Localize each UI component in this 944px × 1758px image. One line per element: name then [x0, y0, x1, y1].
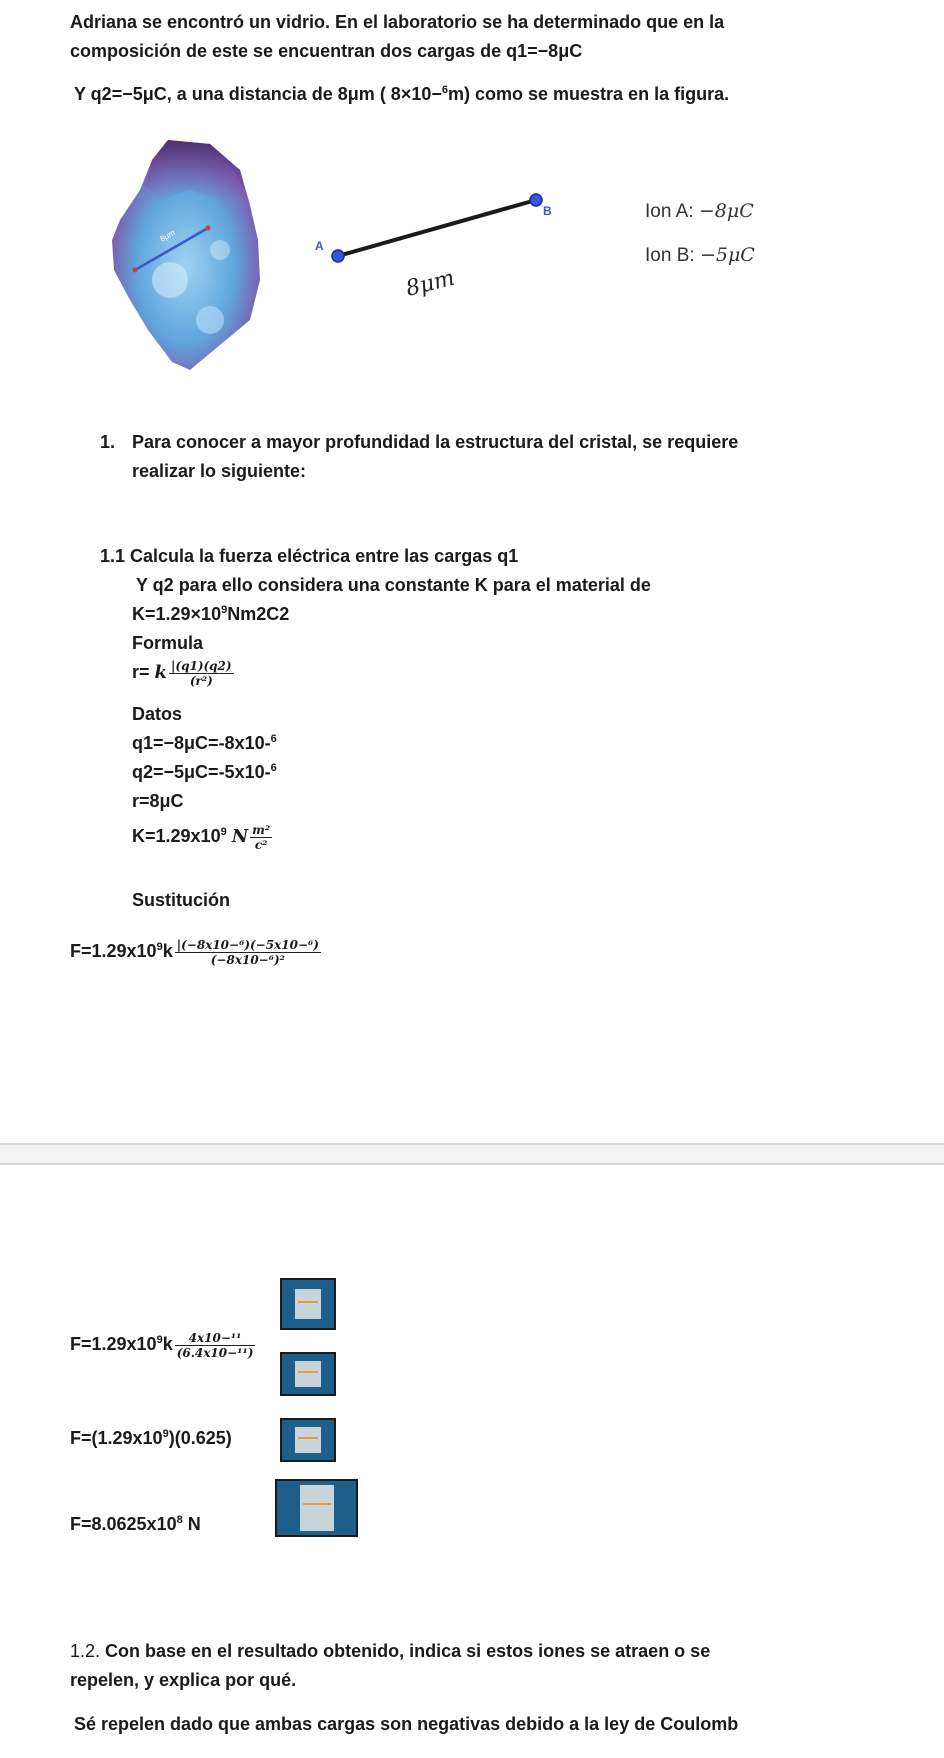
distance-label: 8μm: [403, 265, 458, 302]
formula: r= k $\frac{|(q1)(q2)}{\text{(r²)}}$: [132, 658, 232, 688]
rock-distance-label: 8μm: [158, 228, 177, 244]
datos-k: $K=1.29x10^9$ N $\frac{\text{m²}}{\text{c²}}$: [132, 822, 271, 852]
result-2: $F=(1.29x10^9)(0.625)$: [70, 1428, 232, 1448]
embedded-screenshot-thumbnail[interactable]: [280, 1418, 336, 1462]
point-b: [530, 194, 542, 206]
formula-title: Formula: [132, 633, 204, 653]
ion-a-value: −8μC: [698, 200, 754, 222]
datos-title: Datos: [132, 704, 183, 724]
section11-line-1: 1.1 Calcula la fuerza eléctrica entre las cargas q1: [100, 546, 519, 566]
ion-b-label: Ion B:: [645, 245, 695, 266]
intro-line-3: Y q2=−5μC, a una distancia de 8μm ( 8×10−$^6$m) como se muestra en la figura.: [74, 84, 730, 104]
result-1: $F=1.29x10^9k$ $\frac{\text{4x10−¹¹}}{\text{(6.4x10−¹¹)}}$: [70, 1330, 254, 1360]
intro-line-1: Adriana se encontró un vidrio. En el laboratorio se ha determinado que en la: [70, 12, 725, 32]
crystal-rock-image: [112, 140, 260, 370]
segment-ab: [338, 200, 536, 256]
ion-a-row: [645, 200, 754, 223]
ion-b-value: −5μC: [699, 244, 755, 266]
ion-b-row: [645, 244, 755, 267]
section12-line-1: 1.2. Con base en el resultado obtenido, indica si estos iones se atraen o se: [70, 1641, 711, 1661]
datos-r: r=8μC: [132, 791, 184, 811]
datos-q2: q2=−5μC=-5x10-$^6$: [132, 762, 277, 782]
sustitucion-equation: $F=1.29x10^9k$ $\frac{\text{|(−8x10−⁶)(−5x10−⁶)}}{\text{(−8x10−⁶)²}}$: [70, 937, 319, 967]
intro-line-2: composición de este se encuentran dos cargas de q1=−8μC: [70, 41, 583, 61]
section1-number: 1.: [100, 432, 116, 452]
charges-figure: [100, 130, 940, 390]
page-divider: [0, 1143, 944, 1165]
datos-q1: q1=−8μC=-8x10-$^6$: [132, 733, 277, 753]
result-3: $F=8.0625x10^8$ N: [70, 1514, 201, 1534]
embedded-screenshot-thumbnail[interactable]: [275, 1479, 358, 1537]
section11-line-2: Y q2 para ello considera una constante K para el material de: [136, 575, 651, 595]
k-constant: $K=1.29\times 10^9Nm2C2$: [132, 604, 290, 624]
point-a: [332, 250, 344, 262]
point-a-label: A: [315, 239, 324, 253]
embedded-screenshot-thumbnail[interactable]: [280, 1352, 336, 1396]
ion-a-label: Ion A:: [645, 201, 694, 222]
sustitucion-title: Sustitución: [132, 890, 230, 910]
point-b-label: B: [543, 204, 552, 218]
section12-line-2: repelen, y explica por qué.: [70, 1670, 297, 1690]
section12-answer: Sé repelen dado que ambas cargas son negativas debido a la ley de Coulomb: [74, 1714, 739, 1734]
section1-line-2: realizar lo siguiente:: [132, 461, 307, 481]
section1-line-1: Para conocer a mayor profundidad la estructura del cristal, se requiere: [132, 432, 739, 452]
embedded-screenshot-thumbnail[interactable]: [280, 1278, 336, 1330]
